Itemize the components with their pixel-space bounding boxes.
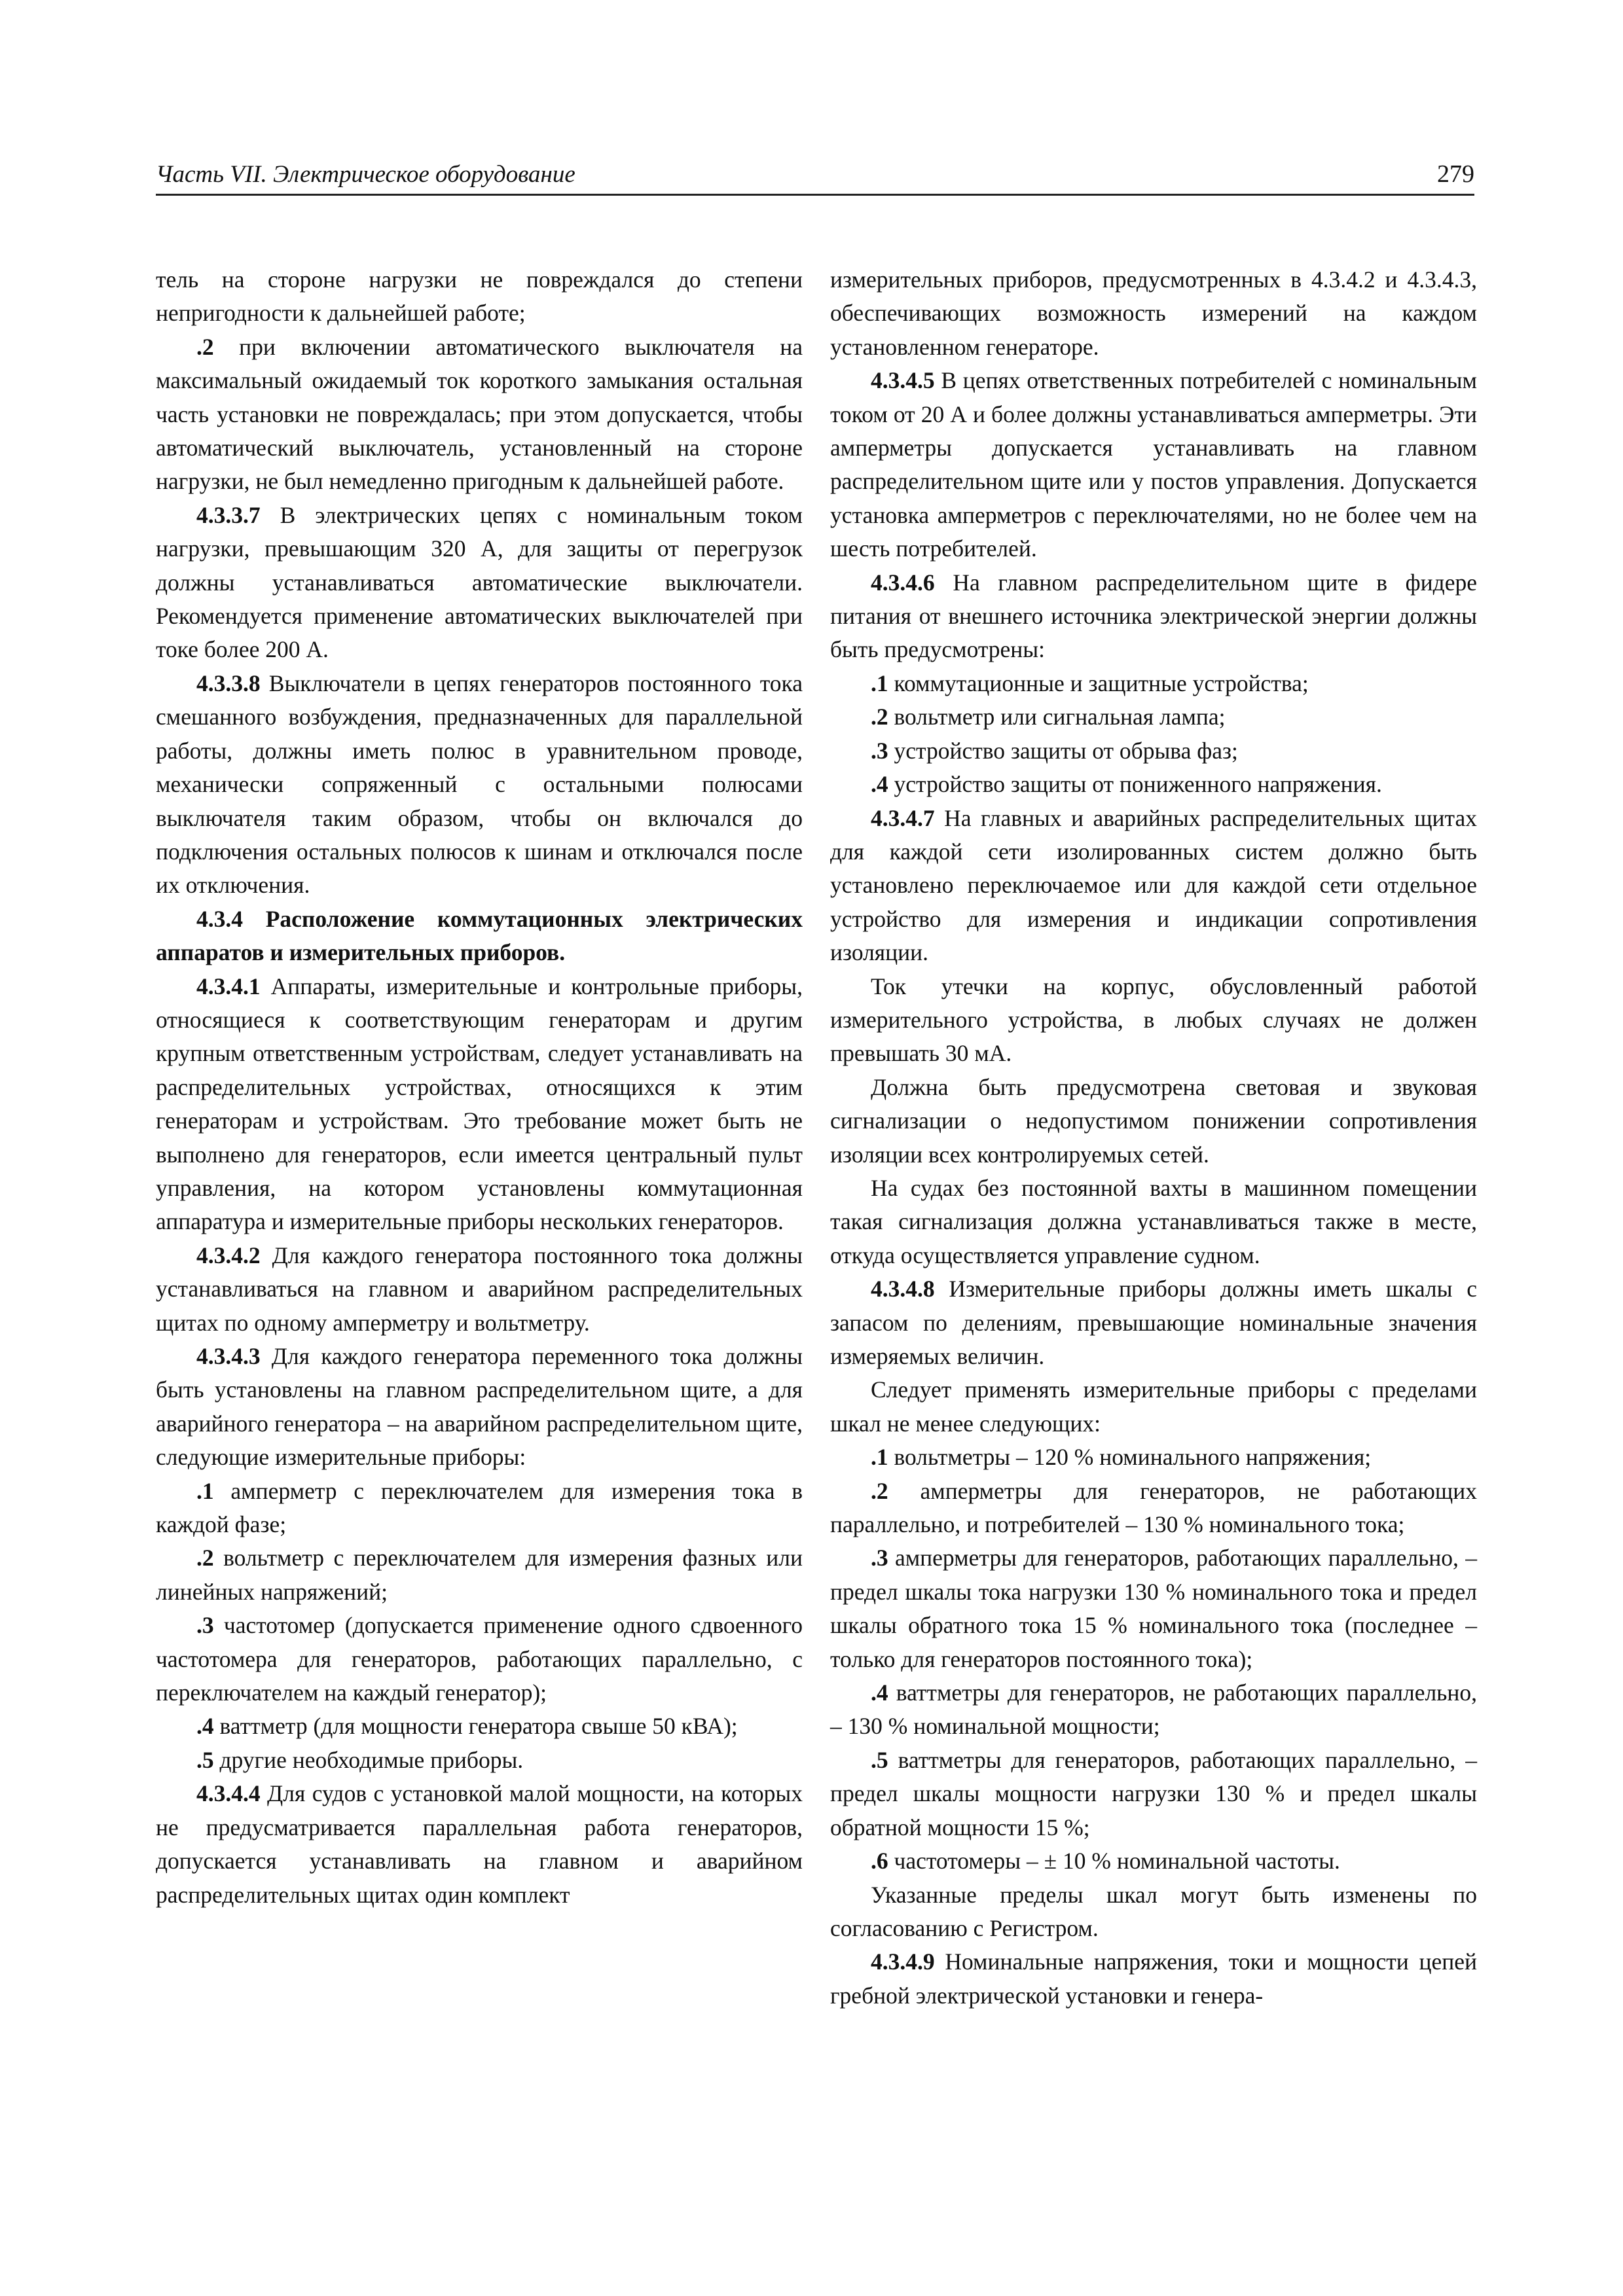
paragraph	[830, 1373, 1477, 1441]
clause-number: .4	[196, 1713, 214, 1740]
paragraph-text: измерительных приборов, предусмотренных в 4.3.4.2 и 4.3.4.3, обеспечивающих возможность измерений на каждом установленном генераторе.	[830, 266, 1477, 360]
paragraph	[830, 734, 1477, 768]
clause-number: .5	[871, 1746, 888, 1773]
clause-number: .2	[871, 704, 888, 730]
paragraph-text: Следует применять измерительные приборы с пределами шкал не менее следующих:	[830, 1376, 1477, 1437]
clause-number: .3	[871, 737, 888, 764]
clause-number: 4.3.4.3	[196, 1343, 261, 1369]
paragraph-text: Для каждого генератора переменного тока должны быть установлены на главном распределительном щите, а для аварийного генератора – на аварийном распределительном щите, следующие измерительные приборы:	[156, 1343, 803, 1471]
paragraph	[156, 1609, 803, 1710]
clause-number: 4.3.4.1	[196, 973, 261, 999]
clause-number: .5	[196, 1746, 214, 1773]
clause-number: .2	[196, 333, 214, 360]
paragraph-text: ваттметр (для мощности генератора свыше 50 кВА);	[213, 1713, 738, 1740]
right-column	[830, 263, 1477, 2013]
paragraph-text: На главных и аварийных распределительных щитах для каждой сети изолированных систем должно быть установлено переключаемое или для каждой сети отдельное устройство для измерения и индикации сопротивления изоляции.	[830, 804, 1477, 966]
clause-number: 4.3.3.7	[196, 501, 261, 528]
paragraph	[156, 331, 803, 499]
paragraph	[156, 1475, 803, 1542]
paragraph-text: частотомер (допускается применение одного сдвоенного частотомера для генераторов, работающих параллельно, с переключателем на каждый генератор);	[156, 1612, 803, 1706]
paragraph-text: устройство защиты от пониженного напряжения.	[888, 771, 1382, 798]
clause-number: .2	[871, 1477, 888, 1504]
paragraph	[830, 1844, 1477, 1878]
paragraph	[830, 1475, 1477, 1542]
paragraph-text: другие необходимые приборы.	[213, 1746, 524, 1773]
clause-number: .3	[871, 1545, 888, 1571]
paragraph	[156, 499, 803, 667]
paragraph	[830, 1541, 1477, 1676]
paragraph-text: Измерительные приборы должны иметь шкалы с запасом по делениям, превышающие номинальные значения измеряемых величин.	[830, 1276, 1477, 1369]
paragraph-text: Для каждого генератора постоянного тока должны устанавливаться на главном и аварийном распределительных щитах по одному амперметру и вольтметру.	[156, 1242, 803, 1336]
clause-number: .3	[196, 1612, 214, 1639]
paragraph	[830, 1676, 1477, 1744]
paragraph-text: На судах без постоянной вахты в машинном помещении такая сигнализация должна устанавливаться также в месте, откуда осуществляется управление судном.	[830, 1174, 1477, 1268]
paragraph-text: В электрических цепях с номинальным током нагрузки, превышающим 320 А, для защиты от перегрузок должны устанавливаться автоматические выключатели. Рекомендуется применение автоматических выключателей при токе более 200 А.	[156, 501, 803, 663]
paragraph	[830, 1744, 1477, 1844]
paragraph	[156, 1777, 803, 1912]
paragraph	[156, 1239, 803, 1340]
paragraph-text: ваттметры для генераторов, не работающих параллельно, – 130 % номинальной мощности;	[830, 1679, 1477, 1740]
paragraph-text: 4.3.4 Расположение коммутационных электрических аппаратов и измерительных приборов.	[156, 905, 803, 966]
paragraph	[830, 1272, 1477, 1373]
paragraph-text: В цепях ответственных потребителей с номинальным током от 20 А и более должны устанавливаться амперметры. Эти амперметры допускается устанавливать на главном распределительном щите или у постов управления. Допускается установка амперметров с переключателями, но не более чем на шесть потребителей.	[830, 367, 1477, 562]
clause-number: .2	[196, 1545, 214, 1571]
page-number: 279	[1437, 160, 1474, 188]
paragraph-text: Должна быть предусмотрена световая и звуковая сигнализации о недопустимом понижении сопротивления изоляции всех контролируемых сетей.	[830, 1073, 1477, 1168]
paragraph	[830, 667, 1477, 700]
paragraph-text: На главном распределительном щите в фидере питания от внешнего источника электрической энергии должны быть предусмотрены:	[830, 569, 1477, 663]
paragraph	[830, 1945, 1477, 2013]
running-header	[156, 154, 1474, 196]
clause-number: 4.3.4.6	[871, 569, 935, 596]
paragraph-text: Аппараты, измерительные и контрольные приборы, относящиеся к соответствующим генераторам и другим крупным ответственным устройствам, следует устанавливать на распределительных устройствах, относящихся к этим генераторам и устройствам. Это требование может быть не выполнено для генераторов, если имеется центральный пульт управления, на котором установлены коммутационная аппаратура и измерительные приборы нескольких генераторов.	[156, 973, 803, 1235]
paragraph-text: Ток утечки на корпус, обусловленный работой измерительного устройства, в любых случаях не должен превышать 30 мА.	[830, 973, 1477, 1067]
paragraph	[156, 1541, 803, 1609]
paragraph-text: амперметр с переключателем для измерения тока в каждой фазе;	[156, 1477, 803, 1538]
clause-number: 4.3.4.5	[871, 367, 935, 394]
clause-number: 4.3.4.4	[196, 1780, 261, 1807]
paragraph-text: ваттметры для генераторов, работающих параллельно, – предел шкалы мощности нагрузки 130 % и предел шкалы обратной мощности 15 %;	[830, 1746, 1477, 1840]
paragraph	[830, 1878, 1477, 1946]
paragraph-text: вольтметры – 120 % номинального напряжения;	[888, 1444, 1372, 1471]
paragraph-text: амперметры для генераторов, не работающих параллельно, и потребителей – 130 % номинального тока;	[830, 1477, 1477, 1538]
paragraph-text: амперметры для генераторов, работающих параллельно, – предел шкалы тока нагрузки 130 % номинального тока и предел шкалы обратного тока 15 % номинального тока (последнее – только для генераторов постоянного тока);	[830, 1545, 1477, 1672]
clause-number: .1	[196, 1477, 214, 1504]
paragraph-text: коммутационные и защитные устройства;	[888, 670, 1309, 696]
clause-number: 4.3.4.2	[196, 1242, 261, 1268]
paragraph	[830, 364, 1477, 565]
paragraph	[156, 970, 803, 1239]
paragraph-text: частотомеры – ± 10 % номинальной частоты.	[888, 1848, 1340, 1874]
paragraph-text: вольтметр с переключателем для измерения фазных или линейных напряжений;	[156, 1545, 803, 1605]
clause-number: .1	[871, 1444, 888, 1471]
paragraph-text: устройство защиты от обрыва фаз;	[888, 737, 1238, 764]
clause-number: .4	[871, 771, 888, 798]
paragraph	[156, 1710, 803, 1743]
paragraph-text: Выключатели в цепях генераторов постоянного тока смешанного возбуждения, предназначенных для параллельной работы, должны иметь полюс в уравнительном проводе, механически сопряженный с остальными полюсами выключателя таким образом, чтобы он включался до подключения остальных полюсов к шинам и отключался после их отключения.	[156, 670, 803, 899]
paragraph	[830, 1071, 1477, 1172]
paragraph	[156, 263, 803, 331]
paragraph-text: Номинальные напряжения, токи и мощности цепей гребной электрической установки и генера-	[830, 1948, 1477, 2009]
paragraph	[156, 1340, 803, 1475]
section-heading	[156, 903, 803, 970]
paragraph-text: тель на стороне нагрузки не повреждался до степени непригодности к дальнейшей работе;	[156, 266, 803, 327]
clause-number: .6	[871, 1848, 888, 1874]
paragraph	[830, 263, 1477, 364]
paragraph	[830, 1441, 1477, 1474]
paragraph	[156, 667, 803, 903]
section-title: Часть VII. Электрическое оборудование	[156, 161, 575, 188]
paragraph	[830, 768, 1477, 801]
clause-number: 4.3.4.8	[871, 1276, 935, 1302]
paragraph	[830, 566, 1477, 667]
paragraph	[830, 1172, 1477, 1272]
paragraph	[830, 700, 1477, 734]
paragraph-text: Для судов с установкой малой мощности, на которых не предусматривается параллельная работа генераторов, допускается устанавливать на главном и аварийном распределительных щитах один комплект	[156, 1780, 803, 1908]
paragraph	[830, 970, 1477, 1071]
clause-number: 4.3.3.8	[196, 670, 261, 696]
paragraph-text: Указанные пределы шкал могут быть изменены по согласованию с Регистром.	[830, 1881, 1477, 1941]
clause-number: .1	[871, 670, 888, 696]
clause-number: .4	[871, 1679, 888, 1706]
paragraph	[156, 1744, 803, 1777]
left-column	[156, 263, 803, 1912]
paragraph-text: вольтметр или сигнальная лампа;	[888, 704, 1226, 730]
paragraph-text: при включении автоматического выключателя на максимальный ожидаемый ток короткого замыкания остальная часть установки не повреждалась; при этом допускается, чтобы автоматический выключатель, установленный на стороне нагрузки, не был немедленно пригодным к дальнейшей работе.	[156, 333, 803, 495]
clause-number: 4.3.4.9	[871, 1948, 935, 1975]
paragraph	[830, 802, 1477, 970]
clause-number: 4.3.4.7	[871, 804, 935, 831]
